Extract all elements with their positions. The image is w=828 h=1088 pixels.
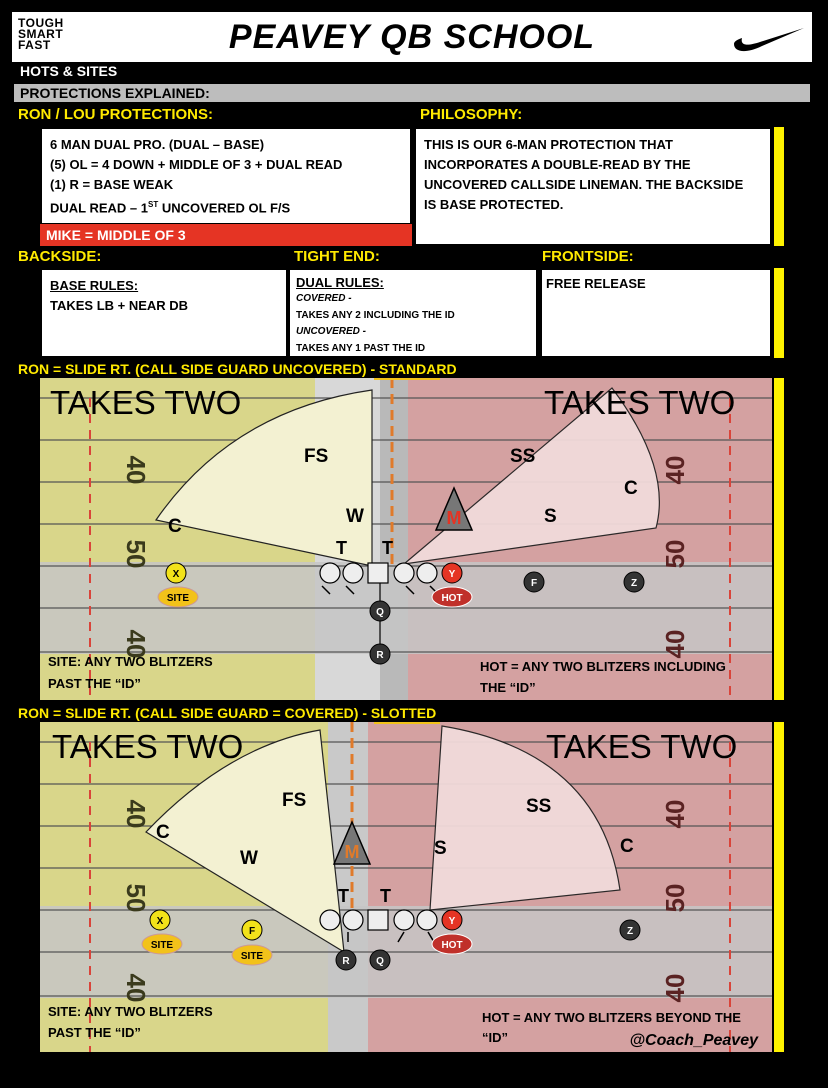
- philosophy-box: [414, 127, 772, 246]
- site-note: SITE: ANY TWO BLITZERS: [48, 654, 213, 669]
- hot-note: HOT = ANY TWO BLITZERS INCLUDING: [480, 659, 726, 674]
- yard-number: 40: [121, 455, 151, 485]
- offensive-line: [320, 563, 437, 583]
- defender-m: M: [344, 842, 360, 862]
- philosophy-line: IS BASE PROTECTED.: [424, 197, 564, 212]
- te-covered: COVERED -: [296, 293, 352, 304]
- player-x-label: X: [172, 569, 180, 580]
- yellow-accent-bar: [774, 127, 784, 246]
- defender-t: T: [382, 538, 393, 558]
- defender-w: W: [346, 506, 364, 527]
- defender-m: M: [446, 508, 462, 528]
- tight-end-box: [288, 268, 538, 358]
- defender-s: S: [544, 506, 557, 527]
- takes-two-left: TAKES TWO: [50, 384, 242, 421]
- tagline-smart: SMART: [18, 27, 64, 41]
- player-y-label: Y: [448, 569, 456, 580]
- diagram1-title: RON = SLIDE RT. (CALL SIDE GUARD UNCOVERED) - STANDARD: [18, 361, 457, 377]
- hot-tag-label: HOT: [441, 593, 463, 604]
- coach-handle: @Coach_Peavey: [629, 1032, 758, 1049]
- player-r-label: R: [342, 956, 350, 967]
- section-hots-sites: HOTS & SITES: [20, 63, 118, 79]
- ron-lou-line: DUAL READ – 1ST UNCOVERED OL F/S: [50, 200, 291, 216]
- section-protections-bar: [12, 82, 812, 104]
- site-tag-label: SITE: [150, 940, 174, 951]
- frontside-box: [540, 268, 772, 358]
- defender-fs: FS: [282, 790, 307, 811]
- yard-number: 50: [660, 539, 690, 569]
- philosophy-line: INCORPORATES A DOUBLE-READ BY THE: [424, 157, 691, 172]
- diagram1-field: [0, 378, 828, 700]
- philosophy-line: THIS IS OUR 6-MAN PROTECTION THAT: [424, 137, 673, 152]
- tagline-tough: TOUGH: [18, 16, 64, 30]
- te-uncovered-rule: TAKES ANY 1 PAST THE ID: [296, 343, 426, 354]
- yard-number: 40: [660, 629, 690, 659]
- frontside-heading: FRONTSIDE:: [542, 248, 634, 265]
- player-z-label: Z: [626, 926, 634, 937]
- te-rules-title: DUAL RULES:: [296, 275, 384, 290]
- yard-number: 40: [121, 799, 151, 829]
- defender-t: T: [336, 538, 347, 558]
- diagram2-title: RON = SLIDE RT. (CALL SIDE GUARD = COVERED) - SLOTTED: [18, 705, 437, 721]
- defender-c: C: [156, 822, 170, 843]
- backside-rule: TAKES LB + NEAR DB: [50, 298, 189, 313]
- player-f-label: F: [248, 926, 256, 937]
- ron-lou-heading: RON / LOU PROTECTIONS:: [18, 106, 213, 123]
- yard-number: 50: [121, 539, 151, 569]
- id-marker: [374, 722, 440, 724]
- yard-number: 50: [660, 883, 690, 913]
- yard-number: 40: [121, 629, 151, 659]
- backside-rules-title: BASE RULES:: [50, 278, 139, 293]
- defender-c: C: [168, 516, 182, 537]
- defender-c: C: [624, 478, 638, 499]
- ron-lou-line: (1) R = BASE WEAK: [50, 177, 174, 192]
- defender-ss: SS: [526, 796, 552, 817]
- ron-lou-line: 6 MAN DUAL PRO. (DUAL – BASE): [50, 137, 265, 152]
- defender-c: C: [620, 836, 634, 857]
- page-title: PEAVEY QB SCHOOL: [228, 18, 596, 56]
- player-r-label: R: [376, 650, 384, 661]
- section-protections: PROTECTIONS EXPLAINED:: [20, 85, 210, 101]
- swoosh-logo: [732, 22, 806, 54]
- diagram2-field: [0, 722, 828, 1052]
- site-tag-label: SITE: [240, 951, 264, 962]
- site-note: SITE: ANY TWO BLITZERS: [48, 1004, 213, 1019]
- player-x-label: X: [156, 916, 164, 927]
- backside-box: [40, 268, 288, 358]
- hot-tag-label: HOT: [441, 940, 463, 951]
- site-note: PAST THE “ID”: [48, 676, 141, 691]
- id-marker: [374, 378, 440, 380]
- te-covered-rule: TAKES ANY 2 INCLUDING THE ID: [296, 310, 455, 321]
- site-note: PAST THE “ID”: [48, 1025, 141, 1040]
- hot-note: HOT = ANY TWO BLITZERS BEYOND THE: [482, 1010, 741, 1025]
- defender-ss: SS: [510, 446, 536, 467]
- yard-number: 50: [121, 883, 151, 913]
- ron-lou-box: [40, 127, 412, 225]
- yellow-accent-bar: [774, 722, 784, 1052]
- player-y-label: Y: [448, 916, 456, 927]
- yard-number: 40: [660, 973, 690, 1003]
- philosophy-heading: PHILOSOPHY:: [420, 106, 523, 123]
- yellow-accent-bar: [774, 378, 784, 700]
- site-tag-label: SITE: [166, 593, 190, 604]
- tagline-fast: FAST: [18, 38, 51, 52]
- ron-lou-line: (5) OL = 4 DOWN + MIDDLE OF 3 + DUAL READ: [50, 157, 343, 172]
- yard-number: 40: [660, 455, 690, 485]
- offensive-line: [320, 910, 437, 930]
- player-q-label: Q: [376, 607, 384, 618]
- defender-fs: FS: [304, 446, 329, 467]
- defender-t: T: [338, 886, 349, 906]
- yard-number: 40: [121, 973, 151, 1003]
- yard-number: 40: [660, 799, 690, 829]
- philosophy-line: UNCOVERED CALLSIDE LINEMAN. THE BACKSIDE: [424, 177, 744, 192]
- defender-s: S: [434, 838, 447, 859]
- yellow-accent-bar: [774, 268, 784, 358]
- mike-rule-bar: MIKE = MIDDLE OF 3: [40, 224, 412, 246]
- defender-w: W: [240, 848, 258, 869]
- frontside-rule: FREE RELEASE: [546, 276, 646, 291]
- header-banner: [12, 12, 812, 62]
- tight-end-heading: TIGHT END:: [294, 248, 380, 265]
- hot-note: “ID”: [482, 1030, 508, 1045]
- player-z-label: Z: [630, 578, 638, 589]
- takes-two-right: TAKES TWO: [546, 728, 738, 765]
- takes-two-left: TAKES TWO: [52, 728, 244, 765]
- player-f-label: F: [530, 578, 538, 589]
- hot-note: THE “ID”: [480, 680, 536, 695]
- player-q-label: Q: [376, 956, 384, 967]
- backside-heading: BACKSIDE:: [18, 248, 102, 265]
- te-uncovered: UNCOVERED -: [296, 326, 367, 337]
- defender-t: T: [380, 886, 391, 906]
- takes-two-right: TAKES TWO: [544, 384, 736, 421]
